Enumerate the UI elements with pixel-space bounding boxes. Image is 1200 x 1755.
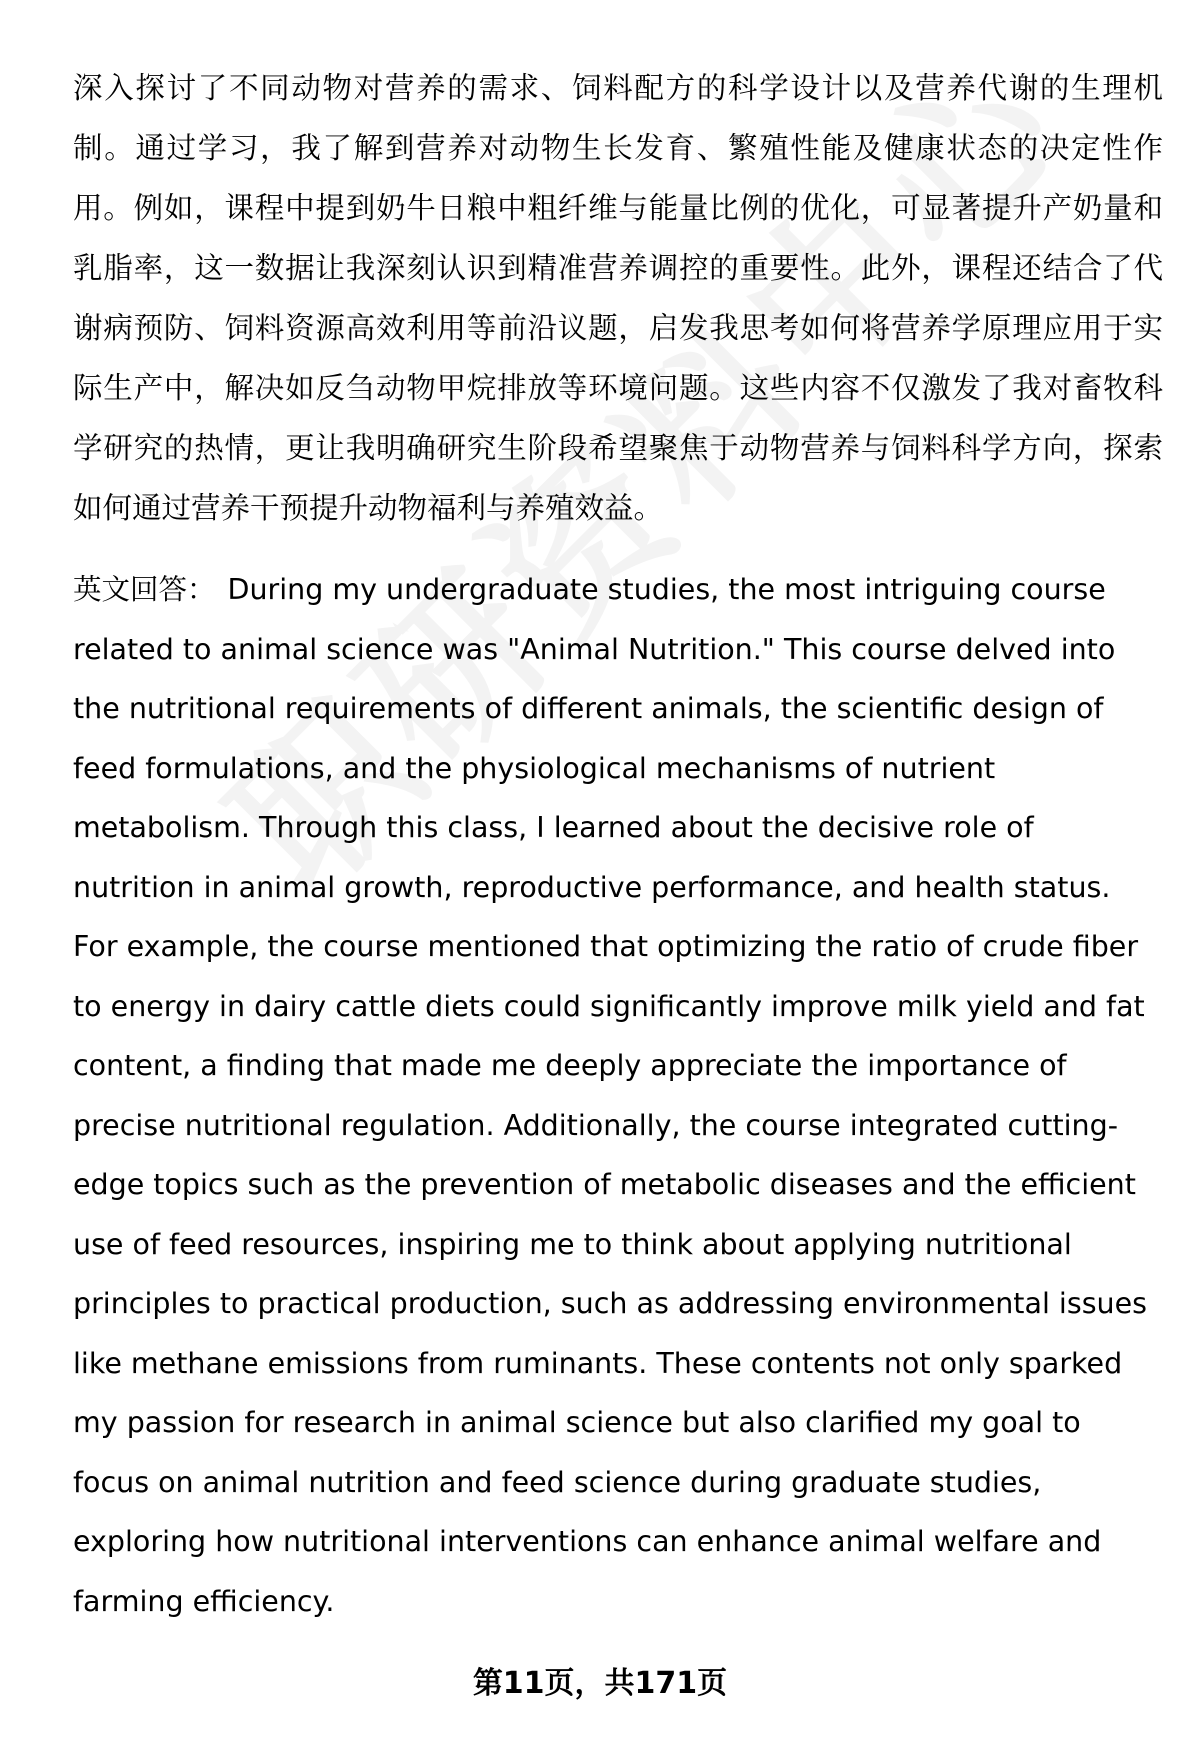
chinese-paragraph: 深入探讨了不同动物对营养的需求、饲料配方的科学设计以及营养代谢的生理机制。通过学习，我了解到营养对动物生长发育、繁殖性能及健康状态的决定性作用。例如，课程中提到奶牛日粮中粗纤维与能量比例的优化，可显著提升产奶量和乳脂率，这一数据让我深刻认识到精准营养调控的重要性。此外，课程还结合了代谢病预防、饲料资源高效利用等前沿议题，启发我思考如何将营养学原理应用于实际生产中，解决如反刍动物甲烷排放等环境问题。这些内容不仅激发了我对畜牧科学研究的热情，更让我明确研究生阶段希望聚焦于动物营养与饲料科学方向，探索如何通过营养干预提升动物福利与养殖效益。 <box>73 71 1163 525</box>
english-answer-label: 英文回答： <box>73 573 216 606</box>
english-answer-paragraph <box>73 560 1163 1631</box>
document-body <box>73 58 1163 1631</box>
english-answer-text: During my undergraduate studies, the most intriguing course related to animal science was "Animal Nutrition." This course delved into the nutritional requirements of different animals, the scientific design of feed formulations, and the physiological mechanisms of nutrient metabolism. Through this class, I learned about the decisive role of nutrition in animal growth, reproductive performance, and health status. For example, the course mentioned that optimizing the ratio of crude fiber to energy in dairy cattle diets could significantly improve milk yield and fat content, a finding that made me deeply appreciate the importance of precise nutritional regulation. Additionally, the course integrated cutting-edge topics such as the prevention of metabolic diseases and the efficient use of feed resources, inspiring me to think about applying nutritional principles to practical production, such as addressing environmental issues like methane emissions from ruminants. These contents not only sparked my passion for research in animal science but also clarified my goal to focus on animal nutrition and feed science during graduate studies, exploring how nutritional interventions can enhance animal welfare and farming efficiency. <box>73 573 1147 1618</box>
page-number: 第11页，共171页 <box>472 1666 728 1701</box>
